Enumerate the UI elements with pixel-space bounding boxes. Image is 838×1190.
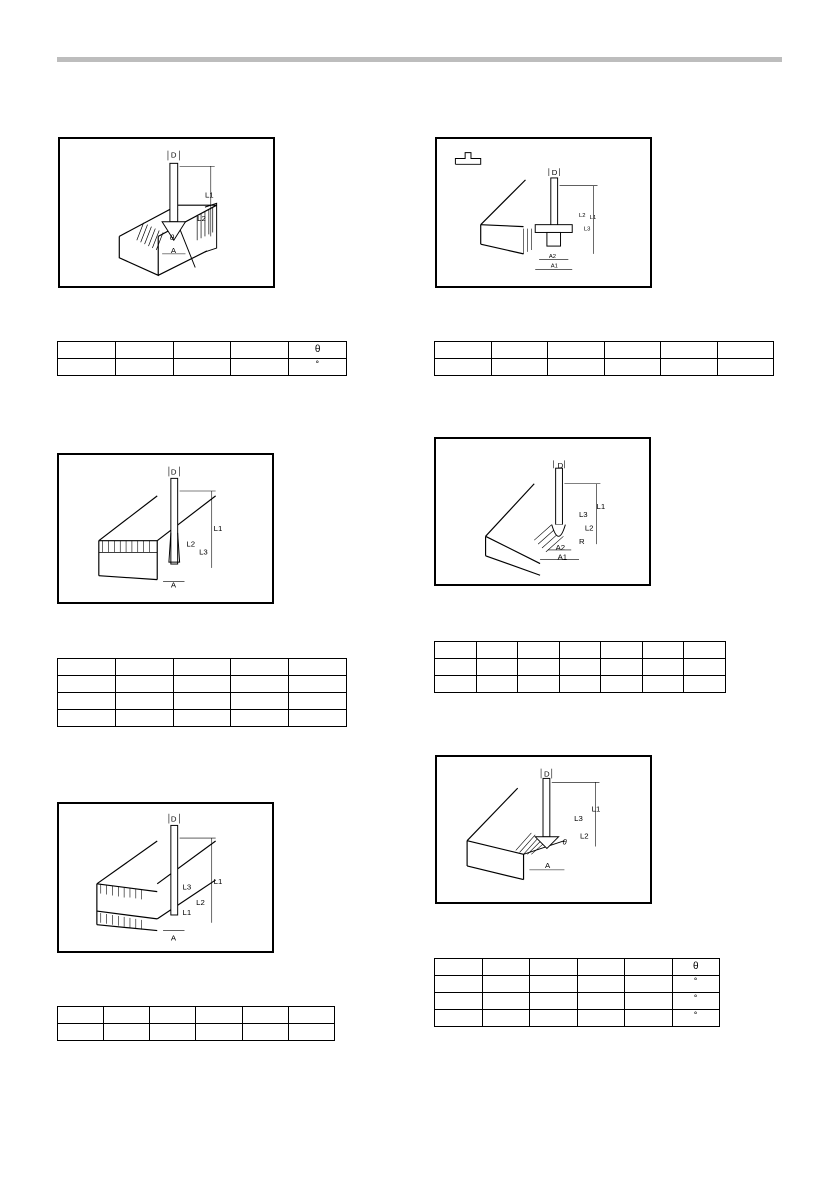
figure-round-cove-bit (434, 437, 651, 586)
theta-header: θ (672, 959, 720, 976)
fig1-label-l2: L2 (197, 213, 206, 223)
degree-mark: ˚ (672, 976, 720, 993)
fig4-label-l1: L1 (589, 214, 597, 221)
fig3-label-l3: L3 (182, 882, 192, 892)
fig1-label-a: A (170, 245, 177, 255)
flush-trimming-bit-drawing (59, 455, 272, 602)
fig4-label-l2: L2 (579, 212, 586, 219)
fig4-label-d: D (551, 168, 558, 178)
fig6-label-a: A (544, 860, 551, 870)
figure-flush-trimming-bit (57, 453, 274, 604)
fig4-label-l3: L3 (583, 226, 591, 233)
fig6-label-l1: L1 (591, 804, 601, 814)
fig5-label-a1: A1 (557, 552, 568, 562)
fig3-label-l1: L1 (213, 876, 223, 886)
chamfer-bit-drawing (437, 757, 650, 902)
header-bar (57, 57, 782, 62)
spec-table-v-groove (57, 341, 347, 376)
spec-table-flush-trimming (57, 658, 347, 727)
spec-table-chamfer (434, 958, 720, 1027)
fig5-label-l2: L2 (584, 523, 594, 533)
degree-mark: ˚ (289, 359, 347, 376)
fig2-label-l3: L3 (199, 547, 208, 557)
fig3-label-d: D (170, 814, 177, 824)
fig5-label-d: D (557, 461, 564, 471)
fig5-label-l3: L3 (578, 509, 588, 519)
fig6-label-l2: L2 (579, 831, 589, 841)
spec-table-slotting (434, 341, 774, 376)
fig1-label-theta: θ (169, 233, 175, 243)
fig5-label-l1: L1 (596, 502, 606, 512)
fig3-label-a: A (170, 933, 177, 943)
figure-v-groove-bit (58, 137, 275, 288)
fig4-label-a1: A1 (550, 263, 558, 270)
v-groove-bit-drawing (60, 139, 273, 286)
theta-header: θ (289, 342, 347, 359)
fig6-label-d: D (543, 769, 550, 779)
fig2-label-l2: L2 (186, 539, 196, 549)
double-flush-bit-drawing (59, 804, 272, 951)
degree-mark: ˚ (672, 1010, 720, 1027)
spec-table-double-flush (57, 1006, 335, 1041)
slotting-cutter-drawing (437, 139, 650, 286)
fig2-label-a: A (170, 580, 177, 590)
round-cove-bit-drawing (436, 439, 649, 584)
fig2-label-d: D (170, 467, 177, 477)
figure-slotting-cutter (435, 137, 652, 288)
figure-chamfer-bit (435, 755, 652, 904)
spec-table-round-cove (434, 641, 726, 693)
degree-mark: ˚ (672, 993, 720, 1010)
fig6-label-l3: L3 (574, 814, 583, 824)
fig6-label-theta: θ (562, 837, 567, 847)
fig5-label-r: R (578, 537, 585, 547)
fig3-label-l2: L2 (196, 898, 205, 908)
t-slot-icon (455, 153, 480, 165)
fig1-label-l1: L1 (204, 190, 214, 200)
fig5-label-a2: A2 (555, 542, 566, 552)
fig4-label-a2: A2 (548, 253, 556, 260)
fig3-label-l1-lower: L1 (182, 907, 192, 917)
figure-double-flush-bit (57, 802, 274, 953)
fig1-label-d: D (170, 150, 177, 160)
fig2-label-l1: L1 (213, 523, 223, 533)
